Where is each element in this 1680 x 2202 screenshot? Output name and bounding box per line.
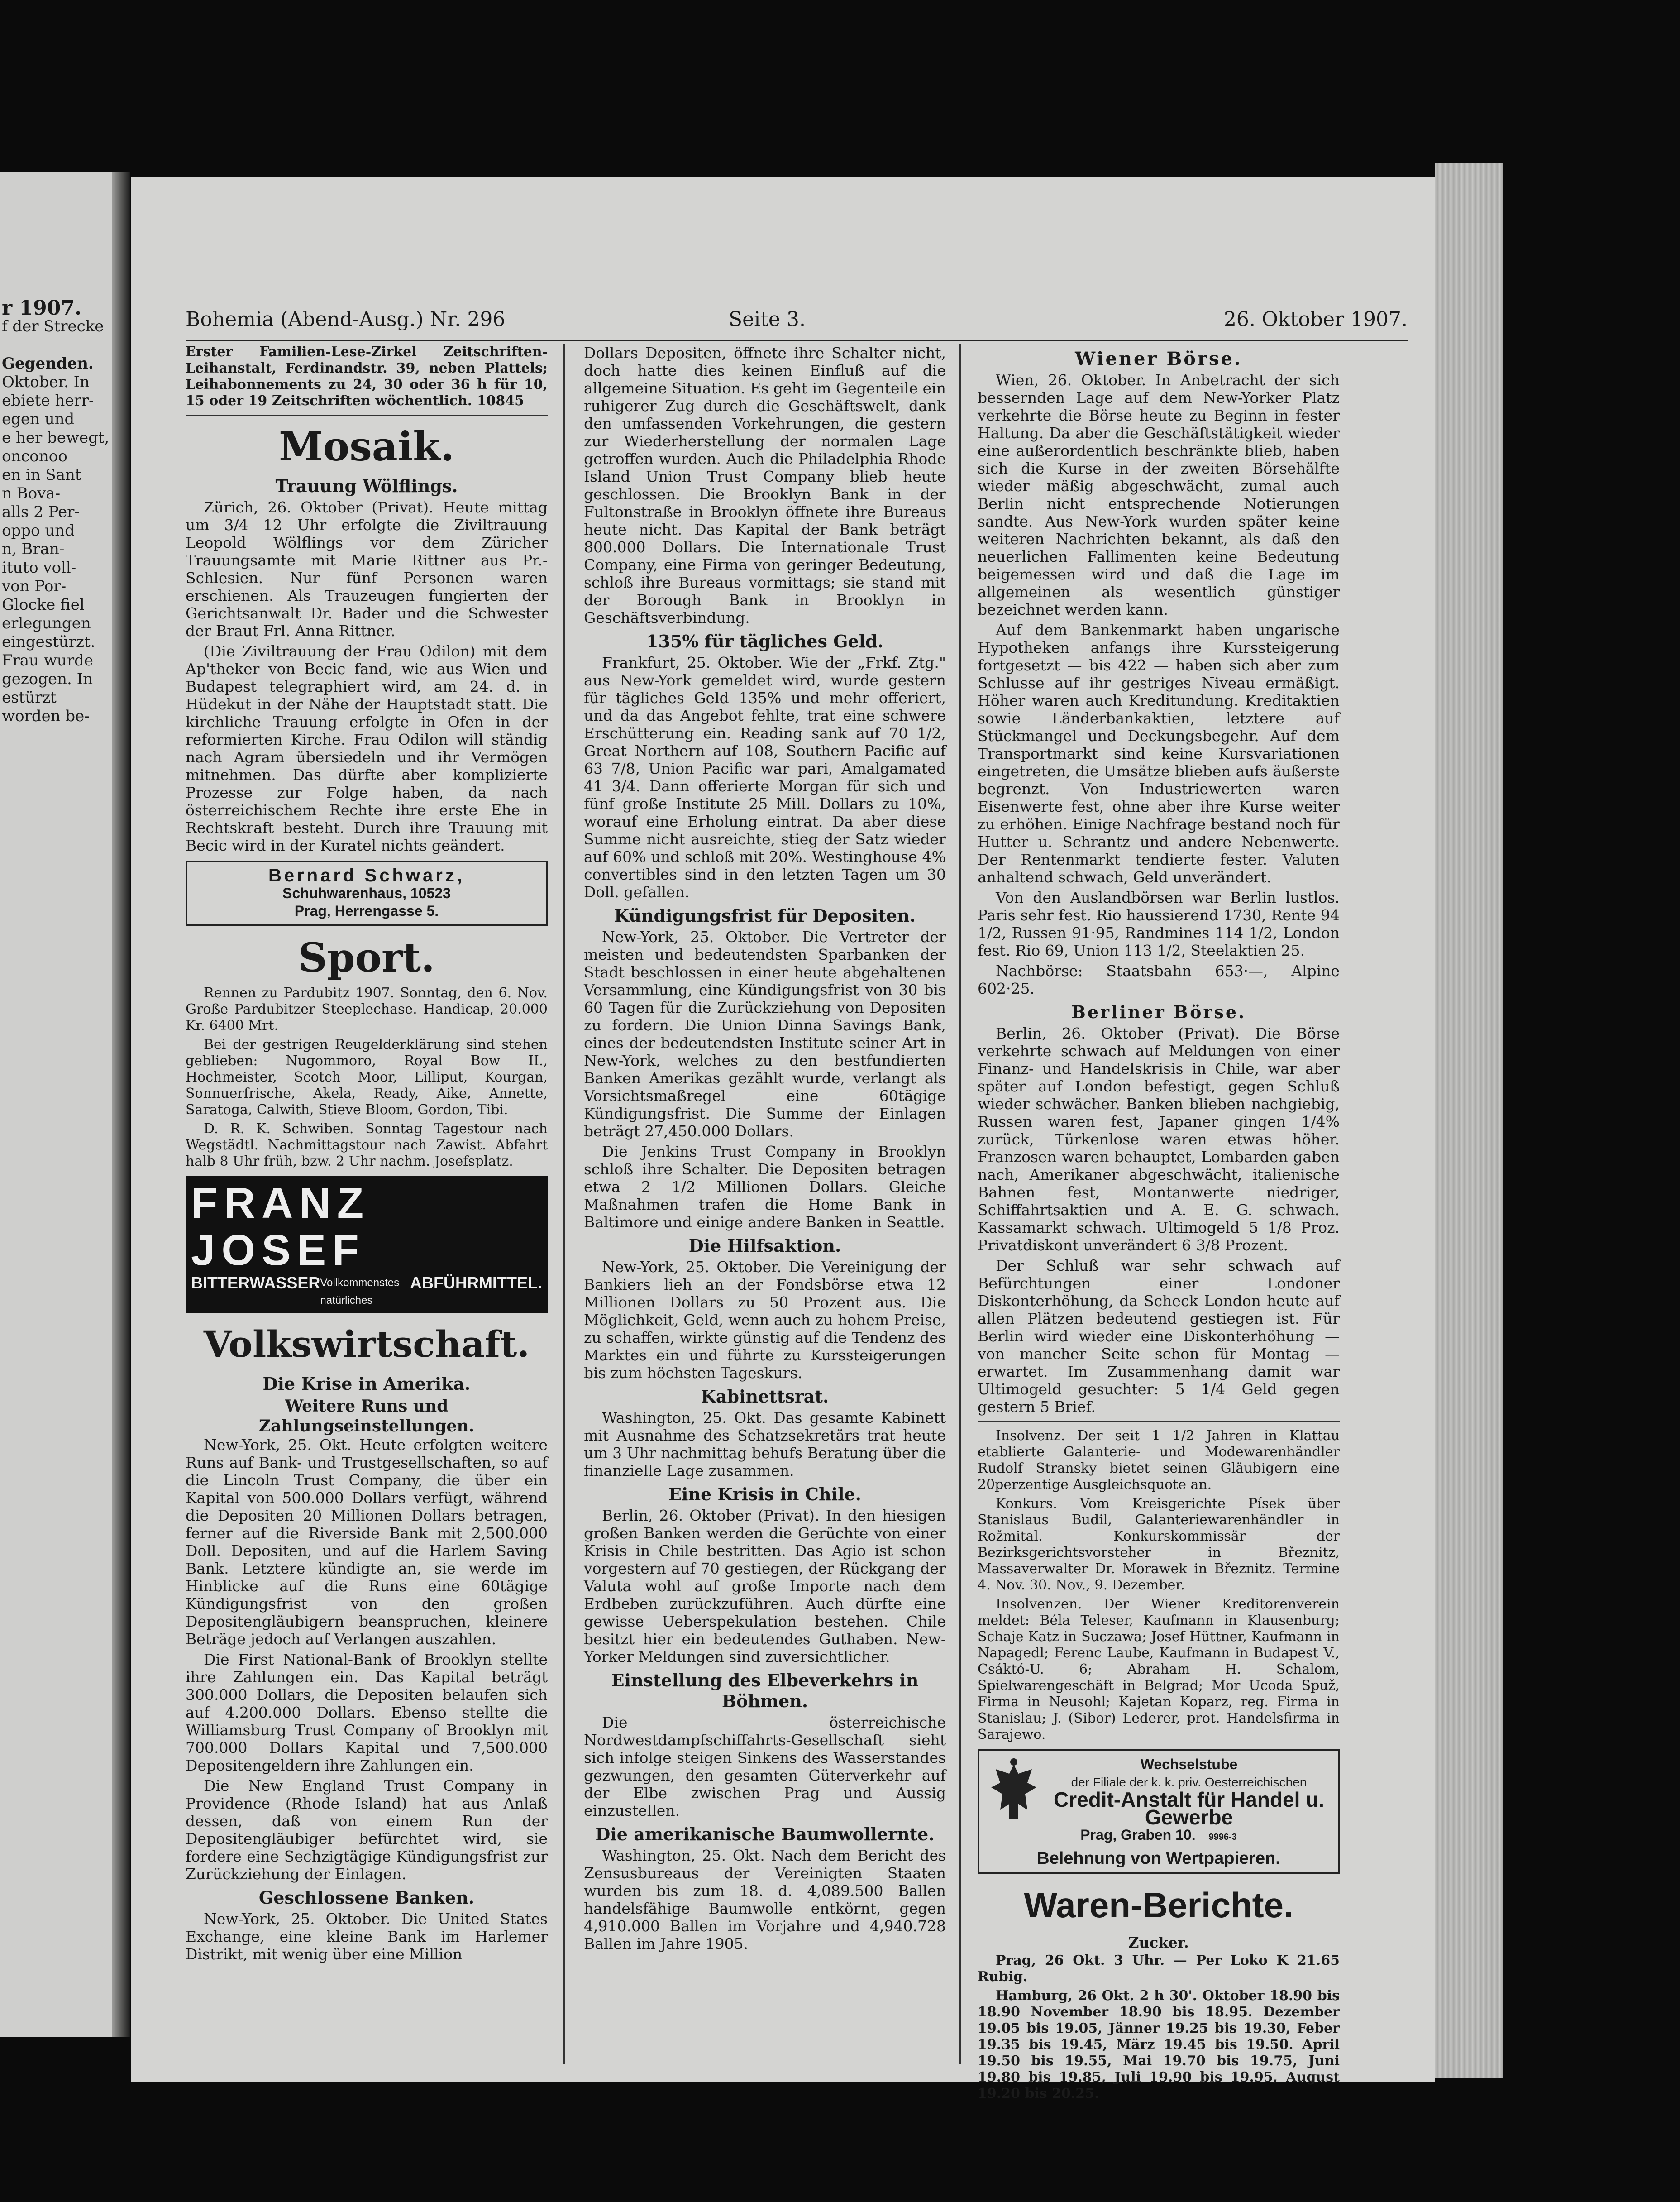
article-title: Die Krise in Amerika.	[262, 1374, 471, 1394]
article-paragraph: Konkurs. Vom Kreisgerichte Písek über Stanislaus Budil, Galanteriewarenhändler in Rožmital. Konkurskommissär der Bezirksgerichtsvorsteher in Březnitz, Massaverwalter Dr. Morawek in Březnitz. Termine 4. Nov. 30. Nov., 9. Dezember.	[978, 1496, 1340, 1593]
prev-page-line: Gegenden.	[2, 354, 94, 373]
ad-name: Bernard Schwarz,	[268, 866, 465, 886]
issue-date: 26. Oktober 1907.	[1223, 308, 1408, 331]
article-paragraph: Berlin, 26. Oktober (Privat). Die Börse verkehrte schwach auf Meldungen von einer Finanz- und Handelskrisis in Chile, war aber später auf London befestigt, gegen Schluß wieder schwächer. Banken blieben nachgiebig, Russen waren fest, Japaner gingen 1/4% zurück, Türkenlose waren etwas höher. Franzosen waren behauptet, Lombarden gaben nach, Amerikaner abgeschwächt, italienische Bahnen fest, Montanwerte niedriger, Schiffahrtsaktien und A. E. G. schwach. Kassamarkt schwach. Ultimogeld 5 1/8 Proz. Privatdiskont unverändert 6 3/8 Prozent.	[978, 1024, 1340, 1254]
column-rule	[959, 344, 961, 2064]
prev-page-line: e her bewegt,	[2, 429, 110, 447]
double-eagle-icon	[987, 1756, 1041, 1824]
newspaper-page	[131, 177, 1435, 2101]
article-paragraph: Nachbörse: Staatsbahn 653·—, Alpine 602·25.	[978, 962, 1340, 997]
ad-product-type: ABFÜHRMITTEL.	[410, 1273, 542, 1292]
prev-page-line: alls 2 Per-	[2, 503, 80, 521]
article-title: Die amerikanische Baumwollernte.	[595, 1824, 935, 1844]
prev-page-line: onconoo	[2, 447, 67, 465]
prev-page-line: Glocke fiel	[2, 596, 85, 614]
article-paragraph: Die Jenkins Trust Company in Brooklyn schloß ihre Schalter. Die Depositen betragen etwa 2 1/2 Millionen Dollars. Gleiche Maßnahmen trafen die Home Bank in Baltimore und einige andere Banken in Seattle.	[584, 1143, 946, 1231]
prev-page-line: ituto voll-	[2, 559, 76, 577]
article-title: Eine Krisis in Chile.	[668, 1484, 861, 1504]
article-subtitle: Weitere Runs und Zahlungseinstellungen.	[258, 1397, 475, 1436]
prev-page-line: estürzt	[2, 689, 57, 707]
prev-page-line: gezogen. In	[2, 670, 93, 688]
article-paragraph: Rennen zu Pardubitz 1907. Sonntag, den 6. Nov. Große Pardubitzer Steeplechase. Handicap, 20.000 Kr. 6400 Mrt.	[186, 985, 548, 1034]
column-2	[584, 344, 946, 1955]
page-edge-stack	[1435, 163, 1503, 2078]
article-title: Kündigungsfrist für Depositen.	[614, 905, 916, 926]
article-paragraph: Washington, 25. Okt. Nach dem Bericht des Zensusbureaus der Vereinigten Staaten wurden bis zum 18. d. 4,089.500 Ballen handelsfähige Baumwolle entkörnt, gegen 4,910.000 Ballen im Vorjahre und 4,940.728 Ballen im Jahre 1905.	[584, 1847, 946, 1953]
section-title-sport: Sport.	[298, 934, 435, 981]
page-gutter	[112, 172, 130, 2037]
article-title: Berliner Börse.	[1071, 1002, 1246, 1022]
article-paragraph: Der Schluß war sehr schwach auf Befürchtungen einer Londoner Diskonterhöhung, da Scheck London heute auf allen Plätzen bedeutend gestiegen ist. Für Berlin wird wieder eine Diskonterhöhung — von mancher Seite schon für Montag — erwartet. Im Zusammenhang damit war Ultimogeld gesuchter: 5 1/4 Geld gegen gestern 5 Brief.	[978, 1257, 1340, 1416]
section-title-mosaik: Mosaik.	[279, 423, 454, 470]
article-paragraph: Insolvenz. Der seit 1 1/2 Jahren in Klattau etablierte Galanterie- und Modewarenhändler Rudolf Stransky bietet seinen Gläubigern eine 20perzentige Ausgleichsquote an.	[978, 1428, 1340, 1493]
article-paragraph: Wien, 26. Oktober. In Anbetracht der sich bessernden Lage auf dem New-Yorker Platz verkehrte die Börse heute zu Beginn in fester Haltung. Da aber die Geschäftstätigkeit wieder eine außerordentlich beschränkte blieb, haben sich die Kurse in der zweiten Börsehälfte wieder mäßig abgeschwächt, zumal auch Berlin nicht entsprechende Notierungen sandte. Aus New-York wurden später keine weiteren Nachrichten bekannt, als daß den neuerlichen Fallimenten keine Bedeutung beigemessen wird und daß die Lage im allgemeinen als wesentlich günstiger bezeichnet werden kann.	[978, 371, 1340, 618]
section-title-waren: Waren-Berichte.	[1024, 1885, 1293, 1925]
article-paragraph: Die österreichische Nordwestdampfschiffahrts-Gesellschaft sieht sich infolge steigen Sinkens des Wasserstandes gezwungen, den gesamten Güterverkehr auf der Elbe zwischen Prag und Aussig einzustellen.	[584, 1714, 946, 1819]
prev-page-line: Oktober. In	[2, 373, 90, 391]
prev-page-line: r 1907.	[2, 297, 82, 320]
article-paragraph: Die New England Trust Company in Providence (Rhode Island) hat aus Anlaß dessen, daß von einem Run der Depositengläubiger befürchtet wird, sie fordere eine Sechzigtägige Kündigungsfrist zur Zurückziehung der Einlagen.	[186, 1777, 548, 1883]
article-paragraph: New-York, 25. Oktober. Die Vereinigung der Bankiers lieh an der Fondsbörse etwa 12 Millionen Dollars zu 50 Prozent aus. Die Möglichkeit, Geld, wenn auch zu hohem Preise, zu schaffen, wirkte günstig auf die Tendenz des Marktes ein und führte zu Kurssteigerungen bis zum höchsten Tageskurs.	[584, 1258, 946, 1382]
article-paragraph: Prag, 26 Okt. 3 Uhr. — Per Loko K 21.65 Rubig.	[978, 1953, 1340, 1985]
article-subtitle: Zucker.	[1128, 1934, 1189, 1951]
column-3	[978, 344, 1340, 2105]
prev-page-line: n Bova-	[2, 484, 61, 503]
ad-line: Wechselstube	[1140, 1756, 1238, 1772]
article-title: Wiener Börse.	[1075, 348, 1242, 369]
article-paragraph: Dollars Depositen, öffnete ihre Schalter nicht, doch hatte dies keinen Einfluß auf die allgemeine Situation. Es geht im Gegenteile ein ruhigerer Zug durch die Geschäftswelt, dank den umfassenden Vorkehrungen, die gestern zur Wiederherstellung der normalen Lage getroffen wurden. Auch die Philadelphia Rhode Island Union Trust Company blieb heute geschlossen. Die Brooklyn Bank in der Fultonstraße in Brooklyn öffnete ihre Bureaus heute nicht. Das Kapital der Bank beträgt 800.000 Dollars. Die Internationale Trust Company, eine Firma von geringer Bedeutung, schloß ihre Bureaus vormittags; sie stand mit der Borough Bank in Brooklyn in Geschäftsverbindung.	[584, 344, 946, 627]
prev-page-line: n, Bran-	[2, 540, 65, 558]
article-paragraph: Insolvenzen. Der Wiener Kreditorenverein meldet: Béla Teleser, Kaufmann in Klausenburg; Schaje Katz in Suczawa; Josef Hüttner, Kaufmann in Napagedl; Ferenc Laube, Kaufmann in Budapest V., Csáktó-U. 6; Abraham H. Schalom, Spielwarengeschäft in Belgrad; Mor Ucoda Spuž, Firma in Neusohl; Kajetan Koparz, reg. Firma in Stanislau; J. (Sibor) Lederer, prot. Handelsfirma in Sarajewo.	[978, 1596, 1340, 1742]
article-paragraph: D. R. K. Schwiben. Sonntag Tagestour nach Wegstädtl. Nachmittagstour nach Zawist. Abfahrt halb 8 Uhr früh, bzw. 2 Uhr nachm. Josefsplatz.	[186, 1121, 548, 1169]
prev-page-line: f der Strecke	[2, 317, 104, 335]
ad-lesezirkel: Erster Familien-Lese-Zirkel Zeitschriften-Leihanstalt, Ferdinandstr. 39, neben Plattels; Leihabonnements zu 24, 30 oder 36 h für 10, 15 oder 19 Zeitschriften wöchentlich. 10845	[186, 344, 548, 409]
article-paragraph: Zürich, 26. Oktober (Privat). Heute mittag um 3/4 12 Uhr erfolgte die Ziviltrauung Leopold Wölflings vor dem Züricher Trauungsamte mit Marie Rittner aus Pr.-Schlesien. Nur fünf Personen waren erschienen. Als Trauzeugen fungierten der Gerichtsanwalt Dr. Bader und die Schwester der Braut Frl. Anna Rittner.	[186, 498, 548, 640]
previous-page-fragment	[0, 172, 112, 2037]
prev-page-line: eingestürzt.	[2, 633, 95, 651]
page-number: Seite 3.	[729, 308, 806, 331]
ad-tagline: Vollkommenstes natürliches	[320, 1277, 400, 1307]
prev-page-line	[2, 336, 112, 354]
prev-page-line: von Por-	[2, 577, 67, 595]
article-paragraph: Bei der gestrigen Reugelderklärung sind stehen geblieben: Nugommoro, Royal Bow II., Hochmeister, Scotch Moor, Lilliput, Kourgan, Sonnuerfrische, Akela, Ready, Aike, Annette, Saratoga, Calwith, Stieve Bloom, Gordon, Tibi.	[186, 1037, 548, 1118]
article-title: Trauung Wölflings.	[275, 476, 458, 496]
prev-page-line: Frau wurde	[2, 651, 93, 670]
ad-address: Prag, Graben 10.	[1080, 1827, 1196, 1843]
ad-code: 9996-3	[1208, 1832, 1237, 1842]
article-title: Kabinettsrat.	[701, 1386, 829, 1407]
ad-line: der Filiale der k. k. priv. Oesterreichischen	[1071, 1775, 1307, 1789]
page-header	[186, 308, 1408, 341]
ad-line: Credit-Anstalt für Handel u. Gewerbe	[1053, 1788, 1325, 1829]
article-paragraph: New-York, 25. Oktober. Die United States Exchange, eine kleine Bank im Harlemer Distrikt, mit wenig über eine Million	[186, 1910, 548, 1963]
prev-page-line: worden be-	[2, 707, 90, 725]
article-paragraph: Die First National-Bank of Brooklyn stellte ihre Zahlungen ein. Das Kapital beträgt 300.000 Dollars, die Depositen belaufen sich auf 4.200.000 Dollars. Ebenso stellte die Williamsburg Trust Company of Brooklyn mit 700.000 Dollars Kapital und 7,500.000 Depositengeldern ihre Zahlungen ein.	[186, 1651, 548, 1774]
ad-line: Schuhwarenhaus, 10523	[282, 885, 451, 901]
article-paragraph: Frankfurt, 25. Oktober. Wie der „Frkf. Ztg." aus New-York gemeldet wird, wurde gestern für tägliches Geld 135% und mehr offeriert, und da das Angebot fehlte, trat eine schwere Erschütterung ein. Reading sank auf 70 1/2, Great Northern auf 108, Southern Pacific auf 63 7/8, Union Pacific war pari, Amalgamated 41 3/4. Dann offerierte Morgan für sich und fünf große Institute 25 Mill. Dollars zu 10%, worauf eine Erholung eintrat. Da aber diese Summe nicht ausreichte, stieg der Satz wieder auf 60% und schloß mit 20%. Westinghouse 4% convertibles sind in den letzten Tagen um 30 Doll. gefallen.	[584, 654, 946, 901]
prev-page-line: oppo und	[2, 522, 75, 540]
article-paragraph: Auf dem Bankenmarkt haben ungarische Hypotheken anfangs ihre Kurssteigerung fortgesetzt — bis 422 — haben sich aber zum Schlusse auf ihr gestriges Niveau ermäßigt. Höher waren auch Kreditundung. Kreditaktien sowie Länderbankaktien, letztere auf Stückmangel und Deckungsbegehr. Auf dem Transportmarkt sind keine Kursvariationen eingetreten, die Umsätze blieben aufs äußerste begrenzt. Von Industriewerten waren Eisenwerte fest, ohne aber ihre Kurse weiter zu erhöhen. Einige Nachfrage bestand noch für Hutter u. Schrantz und andere Nebenwerte. Der Rentenmarkt tendierte fester. Valuten anhaltend schwach, Geld unverändert.	[978, 621, 1340, 886]
ad-franz-josef	[186, 1176, 548, 1313]
prev-page-line: egen und	[2, 410, 75, 428]
masthead-issue: Bohemia (Abend-Ausg.) Nr. 296	[186, 308, 506, 331]
article-paragraph: New-York, 25. Okt. Heute erfolgten weitere Runs auf Bank- und Trustgesellschaften, so auf die Lincoln Trust Company, die über ein Kapital von 500.000 Dollars verfügt, während die Depositen 20 Millionen Dollars betragen, ferner auf die Riverside Bank mit 2,500.000 Doll. Depositen, und auf die Harlem Saving Bank. Letztere kündigte an, sie werde im Hinblicke auf die Runs eine 60tägige Kündigungsfrist von den großen Depositengläubigern beanspruchen, kleinere Beträge jedoch auf Verlangen auszahlen.	[186, 1436, 548, 1648]
prev-page-line: ebiete herr-	[2, 392, 94, 410]
ad-line: Belehnung von Wertpapieren.	[1037, 1849, 1280, 1868]
section-title-volkswirtschaft: Volkswirtschaft.	[203, 1323, 530, 1365]
prev-page-line: erlegungen	[2, 614, 91, 632]
column-rule	[563, 344, 565, 2064]
article-paragraph: Berlin, 26. Oktober (Privat). In den hiesigen großen Banken werden die Gerüchte von einer Krisis in Chile bestritten. Das Agio ist schon vorgestern auf 70 gestiegen, der Rückgang der Valuta wohl auf große Importe nach dem Erdbeben zurückzuführen. Auch dürfte eine gewisse Ueberspekulation bestehen. Chile besitzt hier ein bedeutendes Guthaben. New-Yorker Meldungen sind zuversichtlicher.	[584, 1507, 946, 1666]
ad-bernard-schwarz	[186, 861, 548, 926]
ad-credit-anstalt	[978, 1749, 1340, 1874]
ad-product: BITTERWASSER	[191, 1273, 320, 1292]
divider	[978, 1421, 1340, 1422]
column-1	[186, 344, 548, 1966]
ad-line: Prag, Herrengasse 5.	[294, 903, 439, 919]
article-paragraph: Von den Auslandbörsen war Berlin lustlos. Paris sehr fest. Rio haussierend 1730, Rente 94 1/2, Russen 91·95, Randmines 114 1/2, London fest. Rio 69, Union 113 1/2, Steelaktien 25.	[978, 889, 1340, 959]
prev-page-line: en in Sant	[2, 466, 81, 484]
article-title: Die Hilfsaktion.	[688, 1235, 841, 1256]
article-paragraph: New-York, 25. Oktober. Die Vertreter der meisten und bedeutendsten Sparbanken der Stadt beschlossen in einer heute abgehaltenen Versammlung, eine Kündigungsfrist von 30 bis 60 Tagen für die Zurückziehung von Depositen zu fordern. Die Union Dinna Savings Bank, eines der bedeutendsten Institute seiner Art in New-York, welches zu den bestfundierten Banken Amerikas gezählt wurde, verlangt als Vorsichtsmaßregel eine 60tägige Kündigungsfrist. Die Summe der Einlagen beträgt 27,450.000 Dollars.	[584, 928, 946, 1140]
article-title: Geschlossene Banken.	[258, 1887, 475, 1908]
article-title: Einstellung des Elbeverkehrs in Böhmen.	[611, 1670, 919, 1711]
article-paragraph: (Die Ziviltrauung der Frau Odilon) mit dem Ap'theker von Becic fand, wie aus Wien und Budapest telegraphiert wird, am 24. d. in Hüdekut in der Nähe der Hauptstadt statt. Die kirchliche Trauung erfolgte in Ofen in der reformierten Kirche. Frau Odilon will ständig nach Agram übersiedeln und ihr Vermögen mitnehmen. Das dürfte aber komplizierte Prozesse zur Folge haben, da nach österreichischem Rechte ihre erste Ehe in Rechtskraft besteht. Durch ihre Trauung mit Becic wird in der Kuratel nichts geändert.	[186, 642, 548, 854]
article-paragraph: Hamburg, 26 Okt. 2 h 30'. Oktober 18.90 bis 18.90 November 18.90 bis 18.95. Dezember 19.05 bis 19.05, Jänner 19.25 bis 19.30, Feber 19.35 bis 19.45, März 19.45 bis 19.50. April 19.50 bis 19.55, Mai 19.70 bis 19.75, Juni 19.80 bis 19.85, Juli 19.90 bis 19.95, August 19.20 bis 20.25.	[978, 1988, 1340, 2101]
article-paragraph: Washington, 25. Okt. Das gesamte Kabinett mit Ausnahme des Schatzsekretärs trat heute um 3 Uhr nachmittag behufs Beratung über die finanzielle Lage zusammen.	[584, 1409, 946, 1479]
divider	[186, 415, 548, 416]
article-title: 135% für tägliches Geld.	[646, 631, 883, 651]
ad-brand: FRANZ JOSEF	[191, 1179, 370, 1274]
